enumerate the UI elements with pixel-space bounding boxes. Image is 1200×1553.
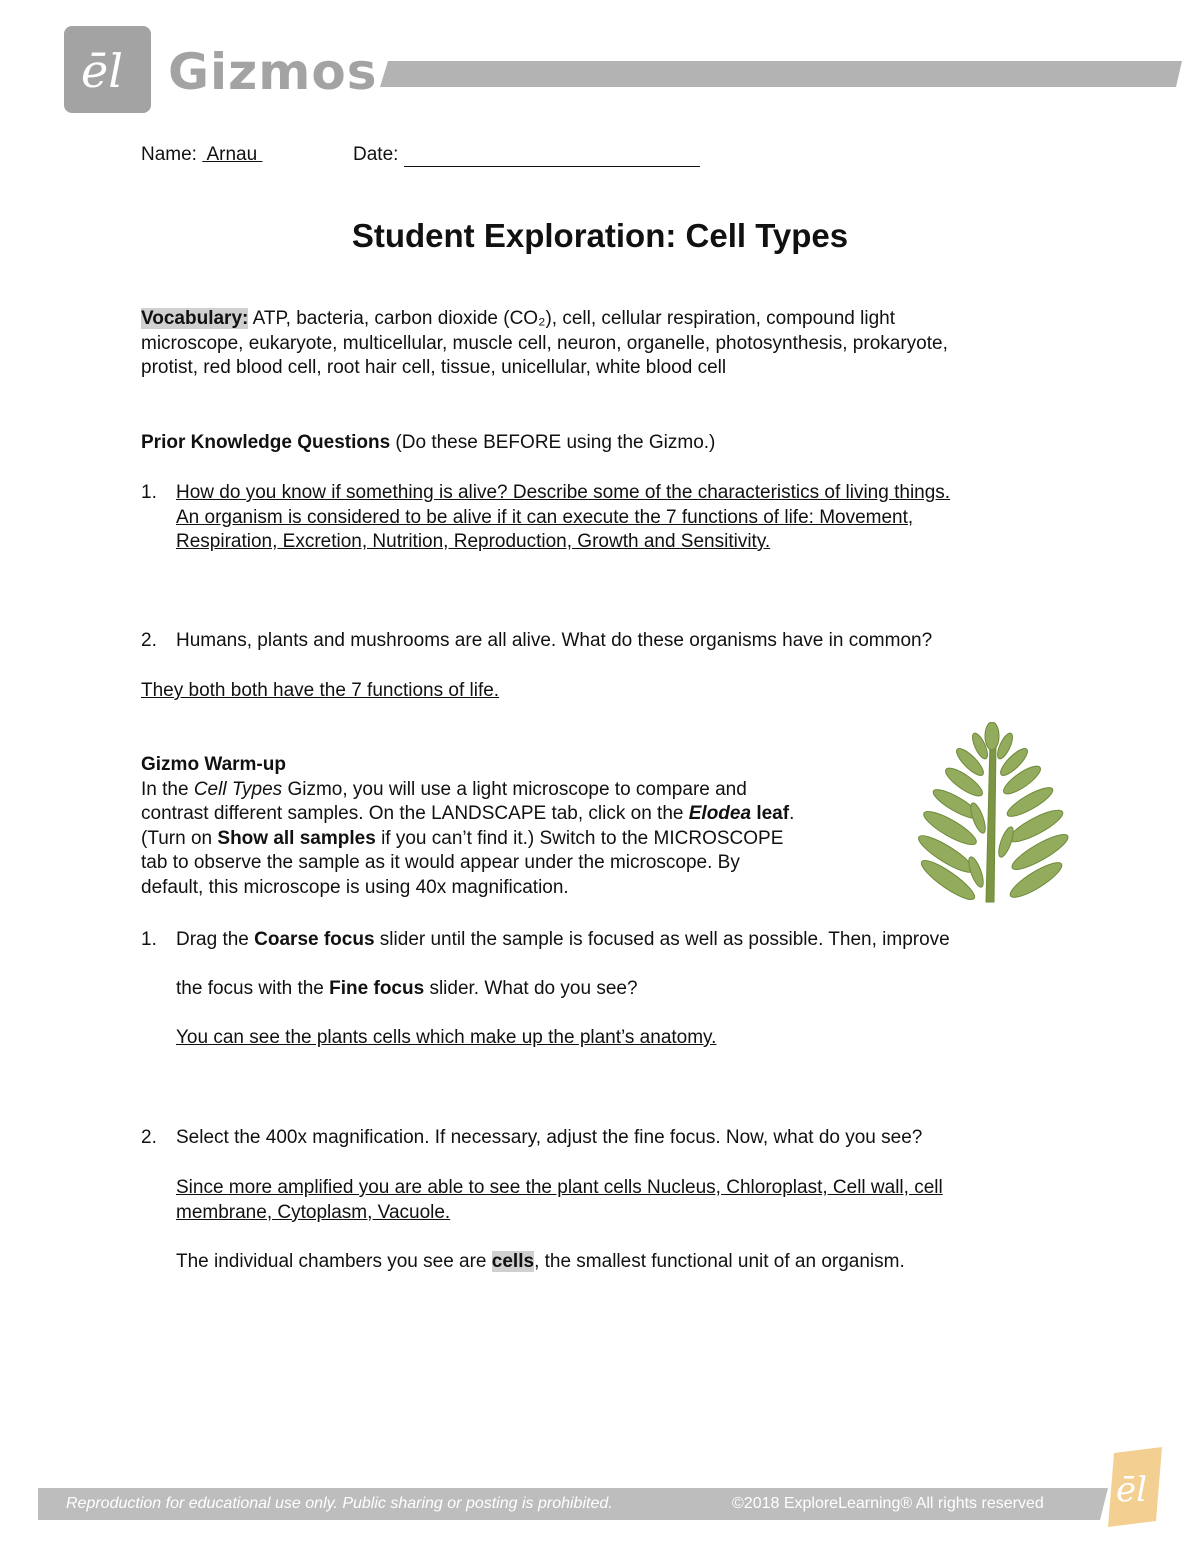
svg-text:ēl: ēl: [1116, 1470, 1147, 1510]
warmup-text: In the: [141, 778, 194, 800]
page-title: Student Exploration: Cell Types: [351, 217, 849, 254]
coarse-focus-term: Coarse focus: [254, 929, 375, 950]
date-row: [353, 143, 700, 167]
warmup-q2-answer[interactable]: [176, 1176, 1076, 1225]
answer-line-1[interactable]: Since more amplified you are able to see the plant cells Nucleus, Chloroplast, Cell wall, cell: [176, 1177, 943, 1198]
vocabulary-section: [141, 307, 1081, 381]
prior-knowledge-heading: [141, 431, 715, 456]
warmup-q1-answer[interactable]: You can see the plants cells which make up the plant’s anatomy.: [176, 1027, 717, 1048]
vocabulary-line-3: protist, red blood cell, root hair cell, tissue, unicellular, white blood cell: [141, 357, 727, 378]
question-text: the focus with the: [176, 978, 330, 999]
prior-q2-question: Humans, plants and mushrooms are all alive. What do these organisms have in common?: [176, 630, 933, 651]
warmup-q2-question: Select the 400x magnification. If necessary, adjust the fine focus. Now, what do you see?: [176, 1127, 923, 1148]
prior-note: (Do these BEFORE using the Gizmo.): [390, 432, 716, 453]
fine-focus-term: Fine focus: [329, 978, 425, 999]
vocabulary-line-2: microscope, eukaryote, multicellular, muscle cell, neuron, organelle, photosynthesis, prokaryote,: [141, 332, 948, 354]
elodea-term: Elodea: [688, 803, 752, 824]
prior-q1: [176, 481, 1076, 555]
show-all-samples-term: Show all samples: [217, 827, 376, 849]
date-field[interactable]: [404, 146, 700, 167]
answer-line-2[interactable]: membrane, Cytoplasm, Vacuole.: [176, 1201, 451, 1223]
elodea-plant-image: [908, 722, 1078, 904]
gizmo-name: Cell Types: [193, 778, 283, 800]
leaf-term: leaf: [751, 803, 790, 824]
prior-q2-answer[interactable]: They both both have the 7 functions of life.: [141, 680, 500, 701]
warmup-q2-note: [176, 1250, 905, 1275]
prior-q1-answer-line-2[interactable]: Respiration, Excretion, Nutrition, Reproduction, Growth and Sensitivity.: [176, 531, 771, 552]
vocabulary-line-1: ATP, bacteria, carbon dioxide (CO₂), cell, cellular respiration, compound light: [248, 308, 896, 329]
warmup-q1-line-2: [176, 977, 638, 1002]
warmup-text: if you can’t find it.) Switch to the MICROSCOPE: [375, 827, 784, 849]
prior-q2-number: 2.: [141, 630, 157, 651]
svg-text:ēl: ēl: [80, 44, 123, 95]
warmup-text: .: [789, 803, 795, 824]
brand-name: Gizmos: [168, 43, 378, 101]
warmup-text: tab to observe the sample as it would appear under the microscope. By: [141, 852, 740, 873]
prior-q1-question: How do you know if something is alive? Describe some of the characteristics of living things.: [176, 482, 951, 503]
cells-term: cells: [491, 1251, 535, 1272]
note-text: , the smallest functional unit of an organism.: [534, 1251, 905, 1272]
note-text: The individual chambers you see are: [176, 1251, 492, 1272]
warmup-section: [141, 753, 901, 900]
explorelearning-logo-icon: [77, 45, 139, 95]
warmup-text: Gizmo, you will use a light microscope to compare and: [282, 778, 747, 800]
warmup-text: contrast different samples. On the LANDSCAPE tab, click on the: [141, 803, 689, 824]
vocabulary-label: Vocabulary:: [141, 308, 249, 329]
warmup-q1-number: 1.: [141, 929, 157, 950]
explorelearning-footer-logo-icon: [1104, 1447, 1166, 1527]
footer-disclaimer: Reproduction for educational use only. Public sharing or posting is prohibited.: [66, 1495, 613, 1512]
header-bar: [380, 61, 1182, 87]
prior-q1-number: 1.: [141, 482, 157, 503]
footer-copyright: ©2018 ExploreLearning® All rights reserved: [732, 1495, 1044, 1512]
warmup-text: default, this microscope is using 40x magnification.: [141, 876, 569, 898]
warmup-text: (Turn on: [141, 827, 218, 849]
name-row: [141, 143, 262, 167]
question-text: slider. What do you see?: [424, 978, 638, 999]
name-value: Arnau: [202, 144, 263, 165]
warmup-heading: Gizmo Warm-up: [141, 754, 286, 775]
logo-badge: [64, 26, 151, 113]
question-text: slider until the sample is focused as well as possible. Then, improve: [374, 929, 950, 950]
prior-q1-answer-line-1[interactable]: An organism is considered to be alive if it can execute the 7 functions of life: Movement,: [176, 506, 914, 528]
date-label: Date:: [353, 144, 399, 165]
question-text: Drag the: [176, 929, 255, 950]
prior-heading: Prior Knowledge Questions: [141, 432, 391, 453]
warmup-q2-number: 2.: [141, 1127, 157, 1148]
warmup-q1-line-1: [176, 928, 950, 953]
name-label: Name:: [141, 144, 197, 165]
